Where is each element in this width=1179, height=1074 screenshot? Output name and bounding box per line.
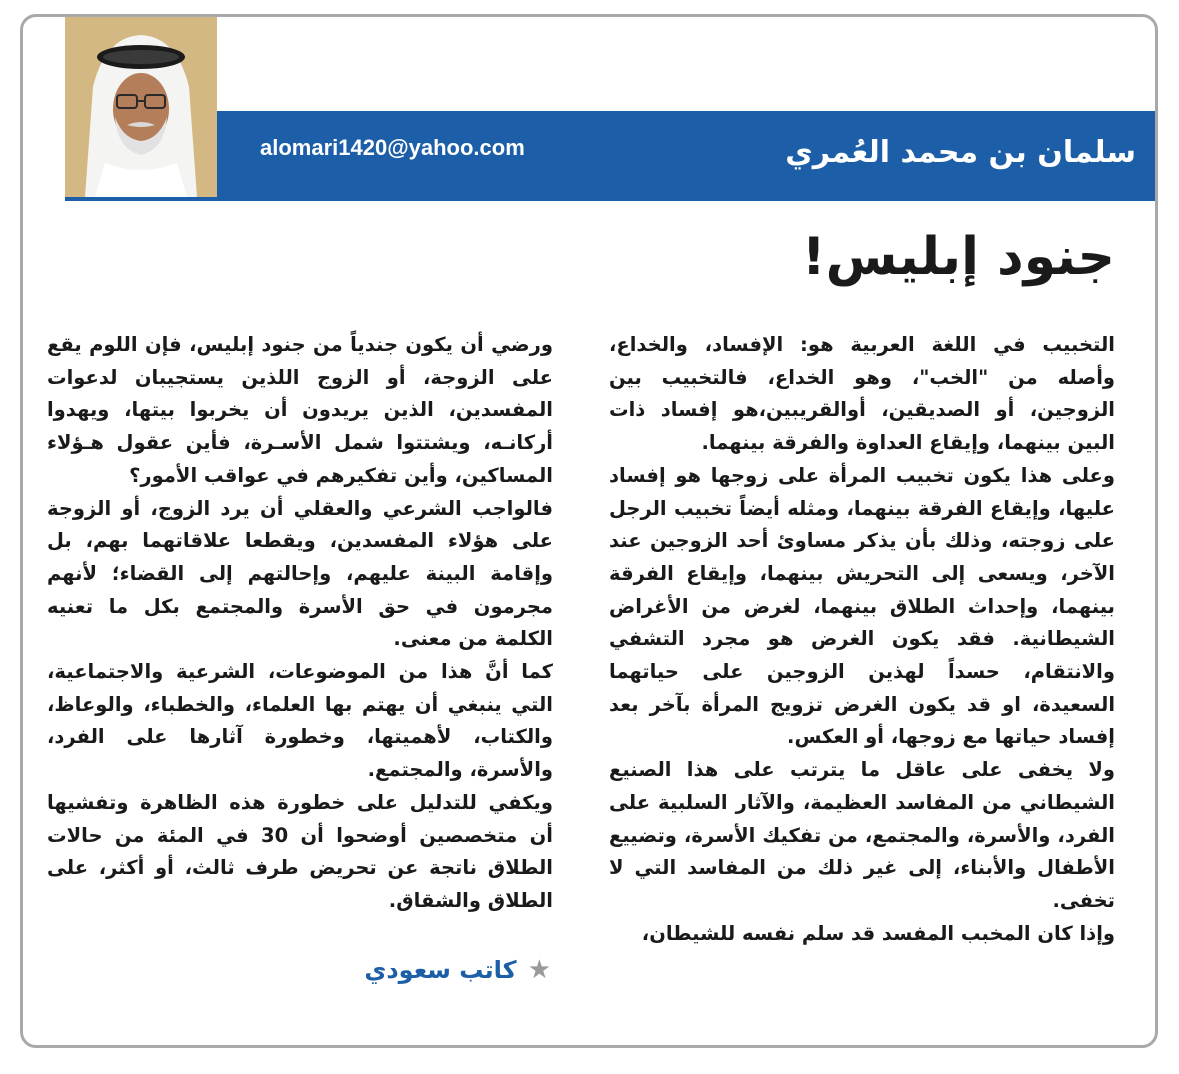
paragraph: ورضي أن يكون جندياً من جنود إبليس، فإن اللوم يقع على الزوجة، أو الزوج اللذين يستجيبان لدعوات المفسدين، الذين يريدون أن يخربوا بيتها، ويهدوا أركانـه، ويشتتوا شمل الأسـرة، فأين عقول هـؤلاء المساكين، وأين تفكيرهم في عواقب الأمور؟: [47, 333, 553, 487]
paragraph: وإذا كان المخبب المفسد قد سلم نفسه للشيطان،: [641, 921, 1115, 945]
article-column-right: [609, 329, 1115, 950]
paragraph: فالواجب الشرعي والعقلي أن يرد الزوج، أو الزوجة على هؤلاء المفسدين، ويقطعا علاقاتهما بهم، بل وإقامة البينة عليهم، وإحالتهم إلى القضاء؛ لأنهم مجرمون في حق الأسرة والمجتمع بكل ما تعنيه الكلمة من معنى.: [47, 496, 553, 651]
article-title: جنود إبليس!: [801, 227, 1115, 287]
article-card: [20, 14, 1158, 1048]
author-byline: [364, 955, 551, 985]
author-header-bar: [65, 111, 1158, 201]
paragraph: وعلى هذا يكون تخبيب المرأة على زوجها هو إفساد عليها، وإيقاع الفرقة بينهما، ومثله أيضاً تخبيب الرجل على زوجته، وذلك بأن يذكر مساوئ أحد الزوجين عند الآخر، ويسعى إلى التحريش بينهما، وإيقاع الفرقة بينهما، وإحداث الطلاق بينهما، لغرض من الأغراض الشيطانية. فقد يكون الغرض هو مجرد التشفي والانتقام، حسداً لهذين الزوجين على حياتهما السعيدة، او قد يكون الغرض تزويج المرأة بآخر بعد إفساد حياتها مع زوجها، أو العكس.: [609, 463, 1115, 749]
author-photo: [65, 17, 217, 197]
paragraph: كما أنَّ هذا من الموضوعات، الشرعية والاجتماعية، التي ينبغي أن يهتم بها العلماء، والخطباء، والوعاظ، والكتاب، لأهميتها، وخطورة آثارها على الفرد، والأسرة، والمجتمع.: [47, 660, 553, 782]
article-column-left: [47, 329, 553, 918]
star-icon: ★: [527, 955, 551, 985]
paragraph: ويكفي للتدليل على خطورة هذه الظاهرة وتفشيها أن متخصصين أوضحوا أن 30 في المئة من حالات الطلاق ناتجة عن تحريض طرف ثالث، أو أكثر، على الطلاق والشقاق.: [47, 790, 553, 912]
author-name: سلمان بن محمد العُمري: [785, 135, 1136, 170]
paragraph: التخبيب في اللغة العربية هو: الإفساد، والخداع، وأصله من "الخب"، وهو الخداع، فالتخبيب بين الزوجين، أو الصديقين، أوالقريبين،هو إفساد ذات البين بينهما، وإيقاع العداوة والفرقة بينهما.: [609, 333, 1115, 455]
byline-label: كاتب سعودي: [364, 956, 517, 984]
author-email[interactable]: alomari1420@yahoo.com: [260, 135, 525, 160]
paragraph: ولا يخفى على عاقل ما يترتب على هذا الصنيع الشيطاني من المفاسد العظيمة، والآثار السلبية على الفرد، والأسرة، والمجتمع، من تفكيك الأسرة، وتضييع الأطفال والأبناء، إلى غير ذلك من المفاسد التي لا تخفى.: [609, 758, 1115, 912]
